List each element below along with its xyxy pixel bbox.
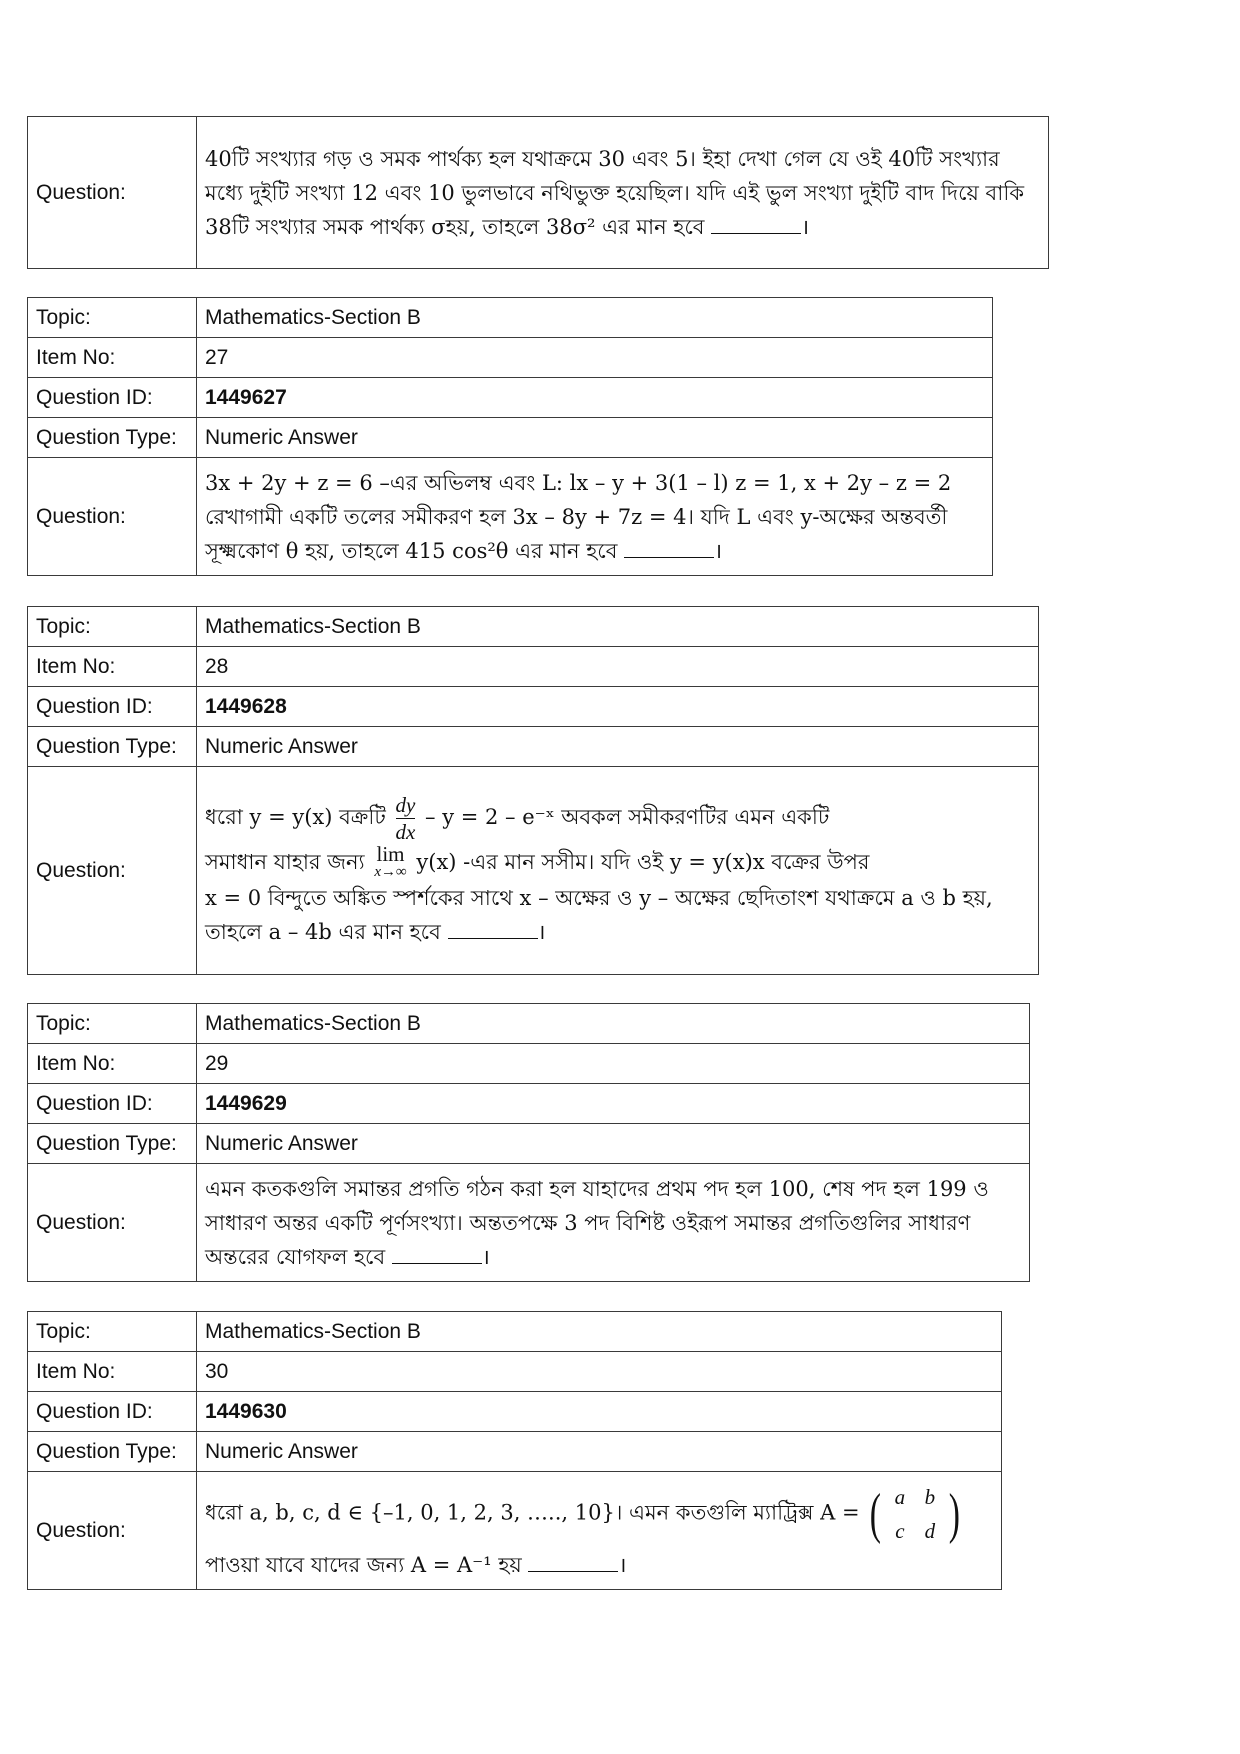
question-block-27: [27, 297, 993, 576]
matrix-entry-b: b: [924, 1484, 936, 1509]
question-id-label: Question ID:: [28, 378, 197, 418]
limit-expression: [374, 842, 407, 881]
question-id-value: 1449628: [197, 687, 1039, 727]
fraction-denominator: dx: [395, 819, 416, 844]
question-block-30: [27, 1311, 1002, 1590]
topic-label: Topic:: [28, 298, 197, 338]
question-body-part-1: ধরো a, b, c, d ∈ {–1, 0, 1, 2, 3, ….., 10}। এমন কতগুলি ম্যাট্রিক্স A =: [205, 1500, 860, 1524]
limit-operator: lim: [376, 842, 405, 867]
question-id-value: 1449629: [197, 1084, 1030, 1124]
topic-value: Mathematics-Section B: [197, 1004, 1030, 1044]
answer-blank: [528, 1551, 618, 1572]
question-block-29: [27, 1003, 1030, 1282]
question-body-part-2: – y = 2 – e⁻ˣ অবকল সমীকরণটির এমন একটি: [425, 804, 830, 829]
question-type-value: Numeric Answer: [197, 1432, 1002, 1472]
question-body: 40টি সংখ্যার গড় ও সমক পার্থক্য হল যথাক্রমে 30 এবং 5। ইহা দেখা গেল যে ওই 40টি সংখ্যার মধ্যে দুইটি সংখ্যা 12 এবং 10 ভুলভাবে নথিভুক্ত হয়েছিল। যদি এই ভুল সংখ্যা দুইটি বাদ দিয়ে বাকি 38টি সংখ্যার সমক পার্থক্য σহয়, তাহলে 38σ² এর মান হবে: [205, 146, 1025, 239]
question-type-label: Question Type:: [28, 418, 197, 458]
question-type-label: Question Type:: [28, 727, 197, 767]
matrix-right-paren: ): [948, 1482, 960, 1545]
matrix-entry-d: d: [924, 1518, 936, 1543]
question-id-value: 1449630: [197, 1392, 1002, 1432]
answer-blank: [392, 1243, 482, 1264]
item-no-value: 29: [197, 1044, 1030, 1084]
question-body-part-1: ধরো y = y(x) বক্রটি: [205, 804, 386, 829]
question-label: Question:: [28, 117, 197, 269]
topic-value: Mathematics-Section B: [197, 298, 993, 338]
item-no-label: Item No:: [28, 1044, 197, 1084]
topic-label: Topic:: [28, 1004, 197, 1044]
question-type-label: Question Type:: [28, 1124, 197, 1164]
question-body-part-5: x = 0 বিন্দুতে অঙ্কিত স্পর্শকের সাথে x – অক্ষের ও y – অক্ষের ছেদিতাংশ যথাক্রমে a ও b হয়, তাহলে a – 4b এর মান হবে: [205, 886, 993, 945]
question-body-part-4: y(x) -এর মান সসীম। যদি ওই y = y(x)x বক্রের উপর: [416, 849, 870, 874]
question-id-value: 1449627: [197, 378, 993, 418]
question-end-mark: ।: [714, 538, 723, 563]
question-id-label: Question ID:: [28, 1392, 197, 1432]
question-body-part-3: সমাধান যাহার জন্য: [205, 849, 365, 874]
topic-value: Mathematics-Section B: [197, 1312, 1002, 1352]
item-no-label: Item No:: [28, 647, 197, 687]
question-type-value: Numeric Answer: [197, 1124, 1030, 1164]
item-no-value: 30: [197, 1352, 1002, 1392]
question-body-part-2: পাওয়া যাবে যাদের জন্য A = A⁻¹ হয়: [205, 1552, 522, 1577]
topic-label: Topic:: [28, 1312, 197, 1352]
limit-subscript: x→∞: [374, 864, 407, 881]
answer-blank: [711, 213, 801, 234]
item-no-label: Item No:: [28, 1352, 197, 1392]
question-id-label: Question ID:: [28, 687, 197, 727]
matrix-a: [866, 1480, 963, 1548]
matrix-entry-c: c: [895, 1518, 905, 1543]
question-label: Question:: [28, 767, 197, 975]
answer-blank: [624, 537, 714, 558]
question-type-label: Question Type:: [28, 1432, 197, 1472]
derivative-fraction: [396, 792, 416, 845]
question-label: Question:: [28, 1472, 197, 1590]
question-end-mark: ।: [537, 920, 546, 945]
question-label: Question:: [28, 1164, 197, 1282]
question-block-28: [27, 606, 1039, 975]
matrix-entry-a: a: [894, 1484, 906, 1509]
matrix-left-paren: (: [869, 1482, 882, 1545]
question-end-mark: ।: [618, 1552, 627, 1577]
question-text: [197, 767, 1039, 975]
topic-label: Topic:: [28, 607, 197, 647]
matrix-entries: [885, 1480, 945, 1548]
question-text: [197, 458, 993, 576]
question-body: 3x + 2y + z = 6 –এর অভিলম্ব এবং L: lx – y + 3(1 – l) z = 1, x + 2y – z = 2 রেখাগামী একটি তলের সমীকরণ হল 3x – 8y + 7z = 4। যদি L এবং y-অক্ষের অন্তবর্তী সূক্ষ্মকোণ θ হয়, তাহলে 415 cos²θ এর মান হবে: [205, 470, 952, 563]
question-end-mark: ।: [481, 1244, 490, 1269]
question-text: [197, 1164, 1030, 1282]
question-label: Question:: [28, 458, 197, 576]
question-type-value: Numeric Answer: [197, 418, 993, 458]
question-text: [197, 1472, 1002, 1590]
question-id-label: Question ID:: [28, 1084, 197, 1124]
question-type-value: Numeric Answer: [197, 727, 1039, 767]
answer-blank: [448, 918, 538, 939]
item-no-value: 28: [197, 647, 1039, 687]
question-text: [197, 117, 1049, 269]
item-no-value: 27: [197, 338, 993, 378]
question-end-mark: ।: [801, 214, 810, 239]
fraction-numerator: dy: [395, 792, 416, 817]
question-body: এমন কতকগুলি সমান্তর প্রগতি গঠন করা হল যাহাদের প্রথম পদ হল 100, শেষ পদ হল 199 ও সাধারণ অন্তর একটি পূর্ণসংখ্যা। অন্ততপক্ষে 3 পদ বিশিষ্ট ওইরূপ সমান্তর প্রগতিগুলির সাধারণ অন্তরের যোগফল হবে: [205, 1176, 989, 1269]
item-no-label: Item No:: [28, 338, 197, 378]
question-block-26: [27, 116, 1049, 269]
topic-value: Mathematics-Section B: [197, 607, 1039, 647]
